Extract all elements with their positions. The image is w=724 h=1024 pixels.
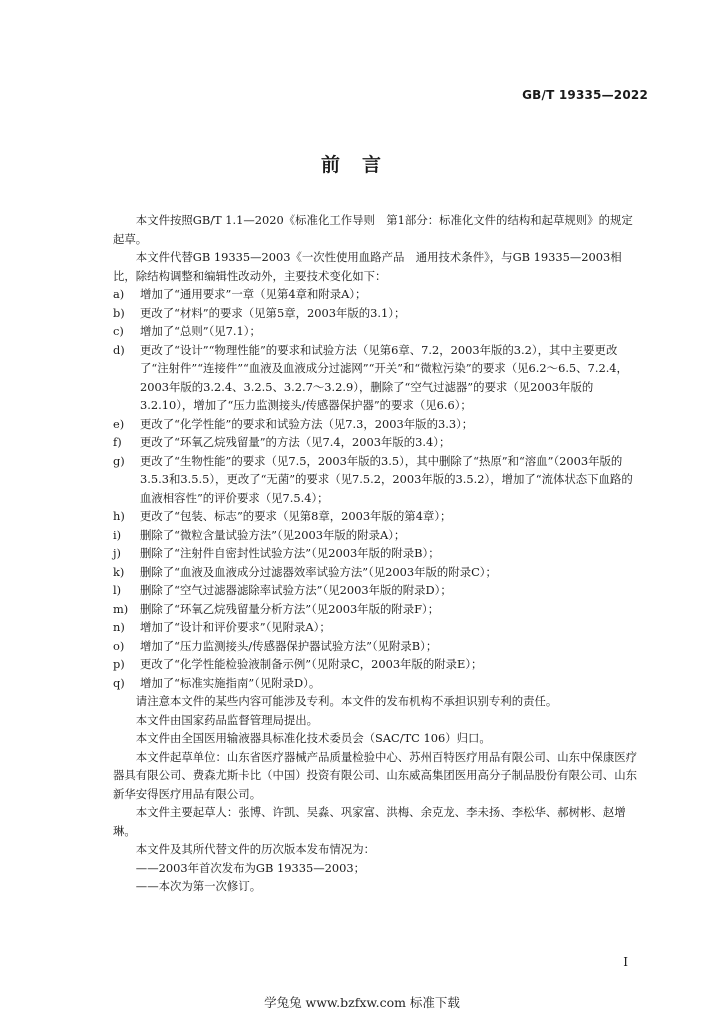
list-item-label: l) [113, 583, 122, 597]
paragraph: 本文件按照GB/T 1.1—2020《标准化工作导则 第1部分：标准化文件的结构和起草规则》的规定起草。 [113, 213, 633, 246]
history-item: ——本次为第一次修订。 [135, 879, 262, 893]
list-item [113, 526, 644, 545]
list-item-text: 增加了“通用要求”一章（见第4章和附录A）； [140, 287, 367, 301]
list-item-text: 删除了“血液及血液成分过滤器效率试验方法”（见2003年版的附录C）； [140, 564, 497, 579]
list-item-label: o) [113, 638, 125, 653]
history-item: ——2003年首次发布为GB 19335—2003； [135, 860, 366, 875]
patent-notice: 请注意本文件的某些内容可能涉及专利。本文件的发布机构不承担识别专利的责任。 [135, 694, 558, 708]
list-item-text: 更改了“包装、标志”的要求（见第8章，2003年版的第4章）； [140, 509, 452, 523]
list-item-text: 删除了“微粒含量试验方法”（见2003年版的附录A）； [140, 527, 406, 542]
list-item-label: p) [113, 657, 125, 671]
page-title: 前言 [320, 154, 403, 176]
list-item-label: h) [113, 509, 125, 523]
standard-code: GB/T 19335—2022 [522, 88, 648, 102]
list-item-text: 删除了“环氧乙烷残留量分析方法”（见2003年版的附录F）； [140, 601, 440, 616]
list-item-label: q) [113, 675, 125, 690]
list-item-label: a) [113, 287, 125, 301]
proposer-statement: 本文件由国家药品监督管理局提出。 [135, 712, 319, 727]
list-item [113, 618, 644, 637]
list-item-label: i) [113, 527, 122, 542]
list-item [113, 600, 644, 619]
list-item [113, 285, 644, 304]
list-item [113, 581, 644, 600]
list-item [113, 655, 644, 674]
list-item [113, 341, 644, 415]
paragraph: 本文件代替GB 19335—2003《一次性使用血路产品 通用技术条件》，与GB 19335—2003相比，除结构调整和编辑性改动外，主要技术变化如下： [113, 250, 622, 283]
list-item-text: 更改了“生物性能”的要求（见7.5，2003年版的3.5），其中删除了“热原”和“溶血”（2003年版的3.5.3和3.5.5），更改了“无菌”的要求（见7.5.2，2003年版的3.5.2），增加了“流体状态下血路的血液相容性”的评价要求（见7.5.4）； [140, 453, 633, 505]
list-item-text: 删除了“注射件自密封性试验方法”（见2003年版的附录B）； [140, 546, 440, 560]
committee-statement: 本文件由全国医用输液器具标准化技术委员会（SAC/TC 106）归口。 [135, 731, 491, 745]
list-item-text: 增加了“总则”（见7.1）； [140, 324, 261, 338]
list-item [113, 322, 644, 341]
list-item [113, 544, 644, 563]
list-item [113, 637, 644, 656]
list-item-text: 更改了“设计”“物理性能”的要求和试验方法（见第6章、7.2，2003年版的3.2），其中主要更改了“注射件”“连接件”“血液及血液成分过滤网”“开关”和“微粒污染”的要求（见6.2～6.5、7.2.4，2003年版的3.2.4、3.2.5、3.2.7～3.2.9），删除了“空气过滤器”的要求（见2003年版的3.2.10），增加了“压力监测接头/传感器保护器”的要求（见6.6）； [140, 342, 628, 412]
page-number: I [623, 955, 628, 969]
changes-list [113, 285, 644, 692]
list-item-text: 更改了“化学性能检验液制备示例”（见附录C，2003年版的附录E）； [140, 657, 483, 671]
list-item [113, 415, 644, 434]
list-item-label: d) [113, 342, 125, 357]
list-item-label: j) [113, 546, 121, 560]
history-intro: 本文件及其所代替文件的历次版本发布情况为： [135, 842, 376, 856]
drafting-units: 本文件起草单位：山东省医疗器械产品质量检验中心、苏州百特医疗用品有限公司、山东中保康医疗器具有限公司、费森尤斯卡比（中国）投资有限公司、山东威高集团医用高分子制品股份有限公司、山东新华安得医疗用品有限公司。 [113, 749, 637, 801]
list-item [113, 452, 644, 508]
list-item-label: b) [113, 305, 125, 320]
list-item [113, 304, 644, 323]
list-item-label: c) [113, 324, 124, 338]
list-item-text: 增加了“设计和评价要求”（见附录A）； [140, 620, 331, 634]
list-item-label: m) [113, 601, 129, 616]
list-item-text: 更改了“环氧乙烷残留量”的方法（见7.4，2003年版的3.4）； [140, 435, 451, 449]
list-item [113, 563, 644, 582]
list-item-label: k) [113, 564, 125, 579]
list-item [113, 507, 644, 526]
list-item-label: e) [113, 416, 125, 431]
drafters: 本文件主要起草人：张博、许凯、吴淼、巩家富、洪梅、余克龙、李未扬、李松华、郝树彬、赵增琳。 [113, 805, 626, 838]
list-item-label: g) [113, 453, 125, 468]
list-item-label: f) [113, 435, 122, 449]
list-item-text: 删除了“空气过滤器滤除率试验方法”（见2003年版的附录D）； [140, 583, 452, 597]
list-item [113, 433, 644, 452]
list-item-text: 增加了“压力监测接头/传感器保护器试验方法”（见附录B）； [140, 638, 438, 653]
site-watermark: 学兔兔 www.bzfxw.com 标准下载 [264, 995, 460, 1010]
list-item-text: 更改了“材料”的要求（见第5章，2003年版的3.1）； [140, 305, 406, 320]
list-item-text: 更改了“化学性能”的要求和试验方法（见7.3，2003年版的3.3）； [140, 416, 474, 431]
foreword-body [113, 211, 644, 896]
list-item [113, 674, 644, 693]
list-item-text: 增加了“标准实施指南”（见附录D）。 [140, 675, 321, 690]
list-item-label: n) [113, 620, 125, 634]
